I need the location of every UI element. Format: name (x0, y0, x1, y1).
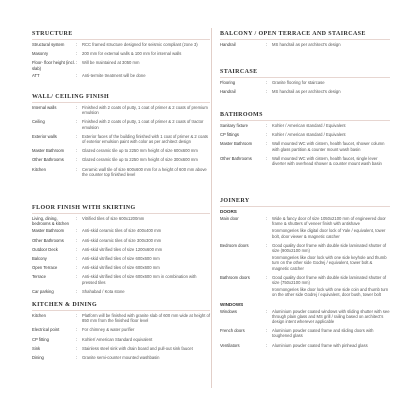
spec-colon: : (76, 119, 78, 125)
spec-value (82, 134, 210, 146)
spec-label: Masonry (32, 51, 49, 57)
spec-value (272, 343, 390, 350)
spec-label: Flooring (220, 80, 236, 85)
section-title: STRUCTURE (32, 31, 210, 38)
section-title: KITCHEN & DINING (32, 302, 210, 309)
spec-value (272, 132, 390, 139)
spec-label: Car parking (32, 288, 54, 294)
spec-value-text: Anti-skid vitrified tiles of size 600x600 mm in combination with pressed tiles (82, 274, 197, 285)
spec-row (220, 275, 390, 300)
spec-colon: : (266, 216, 268, 221)
spec-value-text: Granite flooring for staircase (272, 80, 325, 85)
spec-label: Electrical point (32, 327, 60, 333)
spec-value (82, 105, 210, 117)
spec-label: Living, dining, bedrooms & kitchen (32, 216, 70, 227)
section-title: JOINERY (220, 198, 390, 205)
spec-colon: : (266, 89, 268, 95)
spec-label: Sink (32, 345, 41, 351)
spec-value (82, 42, 210, 49)
spec-value-text: MS handrail as per architect's design (272, 42, 341, 47)
spec-row (32, 60, 210, 70)
staircase-section (220, 69, 390, 98)
spec-label: Exterior walls (32, 133, 57, 139)
spec-row (220, 328, 390, 340)
spec-value (82, 355, 210, 362)
spec-value-text: Granite semi-counter mounted washbasin (82, 355, 160, 361)
spec-colon: : (76, 336, 78, 342)
spec-colon: : (76, 256, 78, 262)
spec-row (32, 337, 210, 344)
section-title: FLOOR FINISH WITH SKIRTING (32, 205, 210, 212)
spec-value-text: RCC framed structure designed for seismic compliant (zone 3) (82, 42, 198, 47)
spec-colon: : (266, 242, 268, 248)
spec-label: Bedroom doors (220, 242, 249, 248)
spec-value-text: Kohler/ American Standard equivalent (82, 336, 153, 342)
joinery-section (220, 198, 390, 352)
bathroom-rows (220, 123, 390, 168)
spec-value-text: Anti-skid vitrified tiles of size 1200x600 mm (82, 246, 163, 252)
spec-colon: : (76, 355, 78, 361)
spec-value (82, 60, 210, 70)
spec-label: Windows (220, 308, 237, 314)
spec-label: Main door (220, 216, 239, 221)
spec-colon: : (266, 155, 268, 161)
window-rows (220, 309, 390, 350)
spec-colon: : (76, 313, 78, 318)
spec-value-text: 200 mm for external walls & 100 mm for internal walls (82, 51, 182, 57)
staircase-rows (220, 80, 390, 96)
spec-colon: : (266, 132, 268, 138)
kitchen-section (32, 302, 210, 364)
spec-value-text: Ironmongeries like door lock with one side coin and thumb turn on the other side Godrej / equivalent, door bush, tower bolt (272, 287, 389, 298)
spec-value (82, 157, 210, 164)
spec-colon: : (76, 246, 78, 252)
column-divider (211, 28, 212, 388)
spec-label: French doors (220, 328, 245, 334)
spec-value (82, 167, 210, 179)
spec-colon: : (76, 51, 78, 57)
spec-label: Other Bathrooms (220, 155, 252, 161)
spec-value (272, 328, 390, 340)
spec-row (220, 132, 390, 139)
spec-value-text: Anti-skid ceramic tiles of size 400x400 mm (82, 228, 162, 234)
spec-row (220, 309, 390, 327)
spec-row (32, 289, 210, 296)
spec-label: Sanitary fixture (220, 123, 248, 128)
spec-colon: : (76, 133, 78, 139)
spec-value-text: Wall mounted WC with cistern, health faucet, single lever diverter with overhead shower & counter mount wash basin (272, 155, 382, 167)
balcony-section (220, 31, 390, 51)
spec-value (272, 89, 390, 96)
spec-value-text: Ceramic wall tile of size 600x600 mm for a height of 600 mm above the counter top finished level (82, 166, 207, 177)
spec-value (82, 238, 210, 245)
spec-value-text: For chimney & water purifier (82, 327, 135, 333)
spec-value-text: Exterior faces of the building finished with 1 coat of primer & 2 coats of exterior emulsion paint with color as per architect design (82, 133, 208, 145)
spec-colon: : (266, 342, 268, 348)
spec-colon: : (76, 105, 78, 110)
spec-value-text: Glazed ceramic tile up to 2250 mm height of size 600x600 mm (82, 148, 198, 154)
spec-value-text: Aluminium powder coated frame and sliding doors with toughened glass (272, 328, 374, 339)
spec-colon: : (266, 123, 268, 128)
spec-value (82, 274, 210, 286)
spec-value (82, 337, 210, 344)
spec-colon: : (76, 157, 78, 163)
section-title: BALCONY / OPEN TERRACE AND STAIRCASE (220, 31, 390, 38)
spec-value (272, 42, 390, 49)
spec-row (220, 80, 390, 87)
spec-value (272, 243, 390, 273)
spec-row (32, 327, 210, 334)
spec-row (32, 346, 210, 353)
spec-colon: : (76, 288, 78, 294)
spec-label: Floor- floor height (incl. slab) (32, 60, 75, 71)
spec-row (32, 238, 210, 245)
spec-colon: : (76, 228, 78, 234)
spec-label: Terrace (32, 274, 46, 280)
spec-value (82, 51, 210, 58)
spec-row (32, 247, 210, 254)
spec-value-text: Shahabad / Kota stone (82, 288, 125, 294)
spec-row (32, 265, 210, 272)
spec-label: Kitchen (32, 313, 46, 318)
doors-subtitle: DOORS (220, 209, 237, 214)
spec-value-text: Will be maintained at 3050 mm (82, 60, 140, 66)
balcony-rows (220, 42, 390, 49)
spec-value-text: Ironmongeries like digital door lock of Yale / equivalent, tower bolt, door viewer & magnetic catcher (272, 228, 386, 239)
spec-value-text: Ironmongeries like door lock with one side keyhole and thumb turn on the other side Godrej / equivalent, tower bolt & magnetic catcher (272, 255, 387, 271)
spec-label: Ventilators (220, 342, 240, 348)
spec-row (32, 105, 210, 117)
spec-value-text: Anti-termite treatment will be done (82, 72, 146, 78)
spec-value (272, 275, 390, 300)
spec-row (220, 243, 390, 273)
floor-rows (32, 216, 210, 296)
spec-colon: : (266, 42, 268, 47)
spec-value-text: Glazed ceramic tile up to 2250 mm height of size 300x600 mm (82, 157, 198, 163)
spec-value (272, 123, 390, 130)
spec-label: Balcony (32, 256, 47, 262)
spec-row (32, 51, 210, 58)
spec-row (220, 42, 390, 49)
spec-value-text: Vitrified tiles of size 600x1200mm (82, 216, 145, 221)
spec-value-text: Anti-skid vitrified tiles of size 600x600 mm (82, 256, 160, 262)
spec-colon: : (266, 80, 268, 85)
spec-label: Handrail (220, 42, 236, 47)
spec-value (272, 216, 390, 241)
spec-label: Outdoor Deck (32, 246, 58, 252)
spec-row (32, 274, 210, 286)
spec-value (272, 141, 390, 153)
spec-value (82, 256, 210, 263)
spec-colon: : (76, 148, 78, 154)
spec-label: Master Bathroom (220, 141, 253, 147)
spec-label: Bathroom doors (220, 274, 250, 280)
spec-value-text: Stainless steel sink with drain board and pull-out sink faucet (82, 345, 193, 351)
spec-colon: : (76, 60, 78, 66)
spec-colon: : (76, 166, 78, 172)
spec-value-text: Finished with 2 coats of putty, 1 coat of primer & 2 coats of tractor emulsion (82, 119, 204, 130)
spec-row (220, 89, 390, 96)
spec-value (82, 247, 210, 254)
structure-section (32, 31, 210, 82)
spec-value-text: Good quality door frame with double side laminated shutter of size (750x2100 mm) (272, 274, 387, 286)
spec-value (82, 73, 210, 80)
spec-row (32, 134, 210, 146)
bathrooms-section (220, 112, 390, 170)
spec-colon: : (266, 274, 268, 280)
spec-row (32, 157, 210, 164)
spec-label: CP fittings (220, 132, 240, 138)
spec-label: Dining (32, 355, 44, 361)
floor-finish-section (32, 205, 210, 298)
spec-value (82, 327, 210, 334)
spec-label: Handrail (220, 89, 236, 95)
structure-rows (32, 42, 210, 80)
spec-row (32, 228, 210, 235)
spec-row (32, 148, 210, 155)
spec-colon: : (76, 327, 78, 333)
spec-value-text: Finished with 2 coats of putty, 1 coat of primer & 2 coats of premium emulsion (82, 105, 208, 116)
spec-label: Internal walls (32, 105, 57, 110)
spec-row (32, 167, 210, 179)
spec-row (32, 256, 210, 263)
spec-row (220, 141, 390, 153)
spec-value (82, 228, 210, 235)
spec-value-text: Platform will be finished with granite slab of 600 mm wide at height of 850 mm from the finished floor level (82, 313, 211, 324)
spec-value (82, 346, 210, 353)
spec-colon: : (76, 265, 78, 271)
spec-row (32, 42, 210, 49)
spec-colon: : (76, 72, 78, 78)
spec-colon: : (76, 345, 78, 351)
spec-value-text: Good quality door frame with double side laminated shutter of size (900x2100 mm) (272, 242, 387, 254)
spec-label: Structural system (32, 42, 65, 47)
spec-value-text: Wall mounted WC with cistern, health faucet, shower column with glass partition & counter mount wash basin (272, 141, 385, 152)
spec-label: Ceiling (32, 119, 45, 125)
spec-value (82, 148, 210, 155)
spec-label: Other Bathrooms (32, 237, 64, 243)
wall-rows (32, 105, 210, 179)
door-rows (220, 216, 390, 300)
spec-label: CP fitting (32, 336, 49, 342)
spec-row (32, 355, 210, 362)
spec-value-text: Anti-skid ceramic tiles of size 300x300 mm (82, 237, 162, 243)
spec-label: Master Bathroom (32, 228, 65, 234)
spec-colon: : (76, 274, 78, 280)
spec-value (82, 216, 210, 226)
spec-colon: : (76, 237, 78, 243)
section-title: WALL/ CEILING FINISH (32, 94, 210, 101)
spec-row (32, 216, 210, 226)
spec-value-text: MS handrail as per architect's design (272, 89, 341, 95)
spec-row (220, 343, 390, 350)
spec-value (82, 313, 210, 325)
spec-row (32, 73, 210, 80)
spec-row (220, 156, 390, 168)
spec-value-text: Aluminium powder coated windows with sliding shutter with see through plain glass and MS grill / railing based on architect's design intent wherever applicable (272, 308, 390, 325)
spec-row (220, 216, 390, 241)
spec-value (82, 119, 210, 131)
spec-value (272, 80, 390, 87)
spec-colon: : (266, 328, 268, 334)
spec-value-text: Anti-skid vitrified tiles of size 600x600 mm (82, 265, 160, 271)
spec-colon: : (76, 42, 78, 47)
wall-ceiling-section (32, 94, 210, 181)
spec-value (272, 156, 390, 168)
spec-value-text: Kohler / American standard / Equivalent (272, 132, 346, 138)
section-title: STAIRCASE (220, 69, 390, 76)
spec-value-text: Wide & fancy door of size 1050x2100 mm of engineered door frame & shutters of veneer finish with antishave (272, 216, 386, 227)
spec-label: Other Bathrooms (32, 157, 64, 163)
spec-value (82, 289, 210, 296)
spec-row (220, 123, 390, 130)
kitchen-rows (32, 313, 210, 362)
spec-value-text: Kohler / American standard / Equivalent (272, 123, 346, 128)
spec-row (32, 119, 210, 131)
spec-label: Master Bathroom (32, 148, 65, 154)
spec-row (32, 313, 210, 325)
spec-value (82, 265, 210, 272)
section-title: BATHROOMS (220, 112, 390, 119)
spec-label: Kitchen (32, 166, 46, 172)
windows-subtitle: WINDOWS (220, 301, 244, 307)
spec-colon: : (266, 141, 268, 147)
spec-label: ATT (32, 72, 40, 78)
spec-value (272, 309, 390, 327)
spec-value-text: Aluminium powder coated frame with pinhead glass (272, 342, 368, 348)
spec-label: Open Terrace (32, 265, 58, 271)
spec-colon: : (76, 216, 78, 221)
spec-colon: : (266, 308, 268, 314)
